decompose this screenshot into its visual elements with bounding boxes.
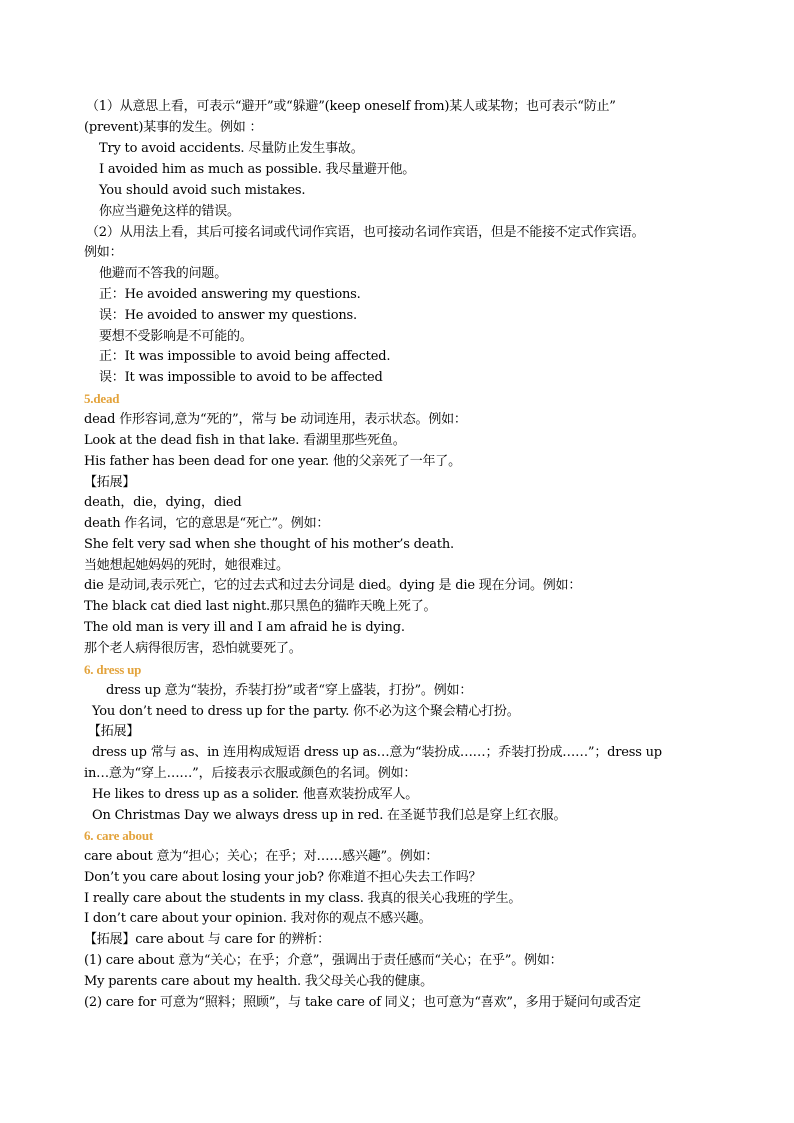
text-line: 要想不受影响是不可能的。 xyxy=(99,329,253,344)
text-line: (1) care about 意为“关心；在乎；介意”，强调出于责任感而“关心；在乎”。例如： xyxy=(84,953,563,968)
text-line: 你应当避免这样的错误。 xyxy=(99,204,240,219)
text-line: care about 意为“担心；关心；在乎；对……感兴趣”。例如： xyxy=(84,849,439,864)
text-line: You should avoid such mistakes. xyxy=(99,183,306,198)
text-line: 正：It was impossible to avoid being affected. xyxy=(99,349,391,364)
text-line: 【拓展】 xyxy=(84,475,136,490)
text-line: His father has been dead for one year. 他的父亲死了一年了。 xyxy=(84,454,461,469)
text-line: (2) care for 可意为“照料；照顾”，与 take care of 同义；也可意为“喜欢”，多用于疑问句或否定 xyxy=(84,995,641,1010)
text-line: die 是动词,表示死亡，它的过去式和过去分词是 died。dying 是 die 现在分词。例如： xyxy=(84,578,582,593)
section-heading-care-about: 6. care about xyxy=(84,828,154,843)
text-line: I really care about the students in my class. 我真的很关心我班的学生。 xyxy=(84,891,522,906)
text-line: He likes to dress up as a solider. 他喜欢装扮成军人。 xyxy=(92,787,419,802)
text-line: 正：He avoided answering my questions. xyxy=(99,287,361,302)
text-line: Don’t you care about losing your job? 你难道不担心失去工作吗？ xyxy=(84,870,482,885)
text-line: Look at the dead fish in that lake. 看湖里那些死鱼。 xyxy=(84,433,406,448)
text-line: 例如： xyxy=(84,245,123,260)
text-line: dress up 意为“装扮，乔装打扮”或者“穿上盛装，打扮”。例如： xyxy=(106,683,473,698)
section-heading-dead: 5.dead xyxy=(84,391,120,406)
text-line: 当她想起她妈妈的死时，她很难过。 xyxy=(84,558,289,573)
text-line: The old man is very ill and I am afraid he is dying. xyxy=(84,620,405,635)
text-line: I don’t care about your opinion. 我对你的观点不感兴趣。 xyxy=(84,911,432,926)
text-line: You don’t need to dress up for the party. 你不必为这个聚会精心打扮。 xyxy=(92,704,520,719)
text-line: My parents care about my health. 我父母关心我的健康。 xyxy=(84,974,433,989)
text-line: 【拓展】care about 与 care for 的辨析： xyxy=(84,932,330,947)
text-line: death，die，dying，died xyxy=(84,495,242,510)
text-line: dead 作形容词,意为“死的”，常与 be 动词连用，表示状态。例如： xyxy=(84,412,467,427)
text-line: 【拓展】 xyxy=(88,724,140,739)
text-line: （2）从用法上看，其后可接名词或代词作宾语，也可接动名词作宾语，但是不能接不定式作宾语。 xyxy=(86,225,645,240)
text-line: I avoided him as much as possible. 我尽量避开他。 xyxy=(99,162,416,177)
text-line: She felt very sad when she thought of his mother’s death. xyxy=(84,537,454,552)
text-line: The black cat died last night.那只黑色的猫昨天晚上死了。 xyxy=(84,599,437,614)
text-line: death 作名词，它的意思是“死亡”。例如： xyxy=(84,516,330,531)
text-line: 误：It was impossible to avoid to be affected xyxy=(99,370,383,385)
text-line: On Christmas Day we always dress up in red. 在圣诞节我们总是穿上红衣服。 xyxy=(92,808,567,823)
text-line: (prevent)某事的发生。例如 ： xyxy=(84,120,263,135)
text-line: （1）从意思上看，可表示“避开”或“躲避”(keep oneself from)某人或某物；也可表示“防止” xyxy=(86,99,616,114)
text-line: dress up 常与 as、in 连用构成短语 dress up as…意为“装扮成……；乔装打扮成……”；dress up xyxy=(92,745,662,760)
text-line: in…意为“穿上……”，后接表示衣服或颜色的名词。例如： xyxy=(84,766,417,781)
text-line: Try to avoid accidents. 尽量防止发生事故。 xyxy=(99,141,364,156)
text-line: 他避而不答我的问题。 xyxy=(99,266,228,281)
section-heading-dress-up: 6. dress up xyxy=(84,662,142,677)
text-line: 误：He avoided to answer my questions. xyxy=(99,308,357,323)
text-line: 那个老人病得很厉害，恐怕就要死了。 xyxy=(84,641,302,656)
